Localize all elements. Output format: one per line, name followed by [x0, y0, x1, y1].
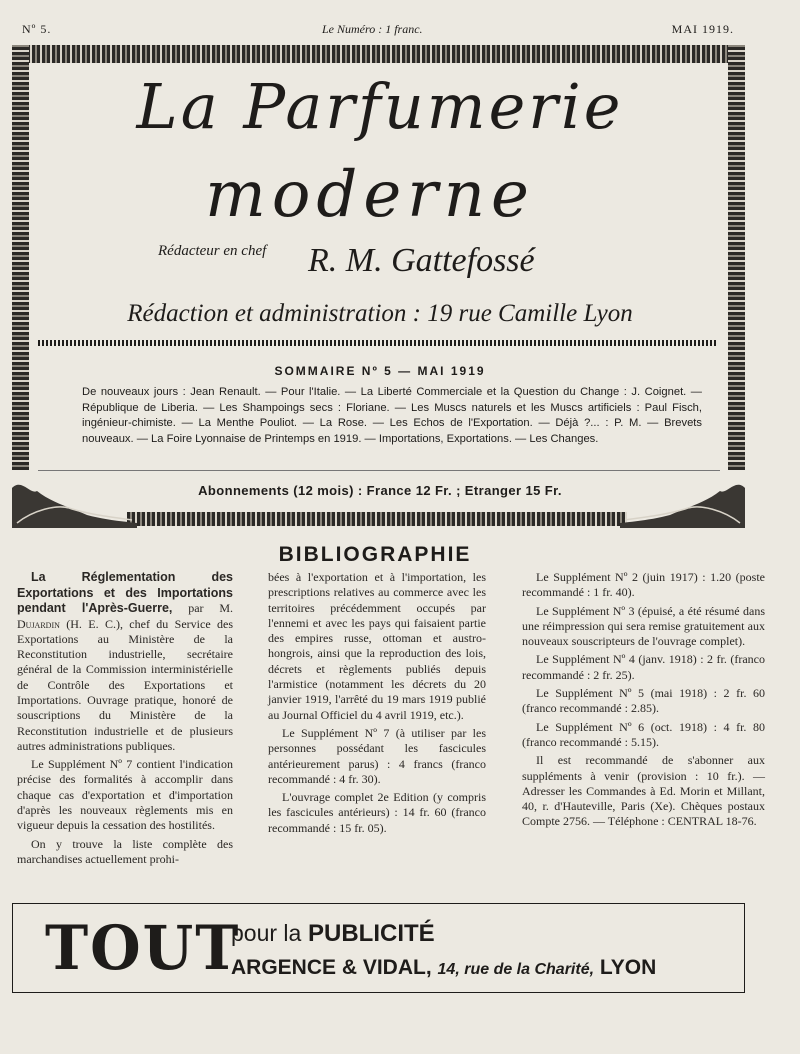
floral-border-top [12, 45, 745, 63]
sommaire-contents: De nouveaux jours : Jean Renault. — Pour l'Italie. — La Liberté Commerciale et la Question du Change : J. Coignet. — République de Liberia. — Les Shampoings secs : Floriane. — Les Muscs naturels et les Muscs artificiels : Paul Fisch, ingénieur-chimiste. — La Menthe Pouliot. — La Rose. — Les Echos de l'Exportation. — Déjà ?... : P. M. — Brevets nouveaux. — La Foire Lyonnaise de Printemps en 1919. — Importations, Exportations. — Les Changes. [82, 386, 702, 445]
column-2 [268, 570, 486, 839]
ad-line-1 [231, 920, 435, 948]
paragraph: Le Supplément Nº 5 (mai 1918) : 2 fr. 60 (franco recommandé : 2.85). [522, 686, 765, 716]
book-author: Dujardin [17, 616, 60, 631]
paragraph: bées à l'exportation et à l'importation, les prescriptions relatives au commerce avec les territoires précédemment occupés par l'ennemi et avec les pays qui faisaient partie des empires russe, ottoman et austro-hongrois, ainsi que la reproduction des lois, décrets et règlements publiés depuis l'armistice (notamment les décrets du 20 janvier 1919, l'arrêté du 19 mars 1919 publié au Journal Officiel du 4 avril 1919, etc.). [268, 570, 486, 722]
paragraph: On y trouve la liste complète des marchandises actuellement prohi- [17, 836, 233, 866]
ad-company: ARGENCE & VIDAL, [231, 956, 432, 979]
advertisement [12, 903, 745, 993]
paragraph: Le Supplément Nº 7 contient l'indication précise des formalités à accomplir dans chaque cas d'exportation et d'importation d'après les nouveaux règlements mis en vigueur depuis la cessation des hostilités. [17, 757, 233, 833]
author-intro: par M. [172, 601, 233, 615]
issue-price: Le Numéro : 1 franc. [322, 22, 423, 36]
ad-line-2 [231, 956, 656, 980]
issue-number: Nº 5. [22, 22, 52, 36]
paragraph: L'ouvrage complet 2e Edition (y compris les fascicules antérieurs) : 14 fr. 60 (franco recommandé : 15 fr. 05). [268, 790, 486, 835]
paragraph: Le Supplément Nº 6 (oct. 1918) : 4 fr. 80 (franco recommandé : 5.15). [522, 719, 765, 749]
paragraph: Le Supplément Nº 4 (janv. 1918) : 2 fr. (franco recommandé : 2 fr. 25). [522, 652, 765, 682]
sommaire-title: SOMMAIRE Nº 5 — MAI 1919 [274, 364, 486, 378]
ad-address: 14, rue de la Charité, [437, 961, 595, 978]
editorial-address: Rédaction et administration : 19 rue Camille Lyon [127, 300, 633, 327]
ad-city: LYON [599, 956, 657, 979]
paragraph: Il est recommandé de s'abonner aux suppléments à venir (provision : 10 fr.). — Adresser les Commandes à Ed. Morin et Millant, 40, r. d'Hauteville, Paris (Xe). Chèques postaux Compte 2756. — Téléphone : CENTRAL 18-76. [522, 753, 765, 829]
paragraph: Le Supplément Nº 3 (épuisé, a été résumé dans une réimpression qui sera remise gratuitement aux nouveaux souscripteurs de l'ouvrage complet). [522, 603, 765, 649]
journal-title-line2: moderne [205, 158, 535, 232]
paragraph-text: (H. E. C.), chef du Service des Exportations au Ministère de la Reconstitution industrielle, secrétaire général de la Commission interministérielle de Contrôle des Exportations et Importations. Ouvrage pratique, honoré de souscriptions du Ministère de la Reconstitution industrielle et de plusieurs autres administrations publiques. [17, 616, 233, 753]
issue-date: MAI 1919. [671, 22, 734, 36]
ornamental-rule [38, 340, 718, 346]
ad-headline: TOUT [45, 912, 241, 984]
section-heading: BIBLIOGRAPHIE [278, 543, 472, 566]
floral-border-bottom [127, 512, 627, 526]
paragraph [17, 570, 233, 754]
column-1 [17, 570, 233, 870]
ad-pour-la: pour la [231, 920, 302, 946]
paragraph: Le Supplément Nº 2 (juin 1917) : 1.20 (poste recommandé : 1 fr. 40). [522, 570, 765, 600]
floral-border-right [728, 45, 745, 470]
page-header [22, 22, 734, 42]
editor-credit [158, 242, 628, 287]
subscription-rates: Abonnements (12 mois) : France 12 Fr. ; Etranger 15 Fr. [198, 483, 562, 498]
paragraph: Le Supplément Nº 7 (à utiliser par les personnes possédant les fascicules antérieurement parus) : 4 francs (franco recommandé : 4 fr. 30). [268, 725, 486, 786]
book-title: La Réglementation des Exportations et des Importations pendant l'Après-Guerre, [17, 570, 233, 615]
editor-name: R. M. Gattefossé [308, 242, 535, 279]
divider [38, 470, 720, 471]
landscape-ornament-left [12, 473, 137, 528]
journal-title-line1: La Parfumerie [136, 70, 624, 143]
ad-publicite: PUBLICITÉ [308, 920, 435, 947]
floral-border-left [12, 45, 29, 470]
editor-label: Rédacteur en chef [158, 243, 267, 259]
column-3 [522, 570, 765, 833]
landscape-ornament-right [620, 473, 745, 528]
